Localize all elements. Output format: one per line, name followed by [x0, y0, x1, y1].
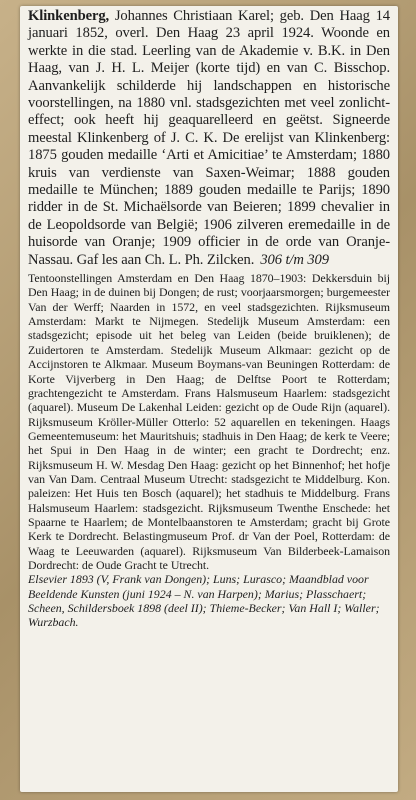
- exhibitions-paragraph: Tentoonstellingen Amsterdam en Den Haag 1870–1903: Dekkersduin bij Den Haag; in de duinen bij Dongen; de rust; voorjaarsmorgen; burgemeester Van der Werff; Naarden in 1572, en veel stadsgezichten. Rijksmuseum Amsterdam: Markt te Nijmegen. Stedelijk Museum Amsterdam: een stadsgezicht; episode uit het beleg van Leiden (beide bruiklenen); de Zuidertoren te Amsterdam. Stedelijk Museum Alkmaar: gezicht op de Accijnstoren te Alkmaar. Museum Boymans-van Beuningen Rotterdam: de Korte Vijverberg in Den Haag; de Delftse Poort te Rotterdam; grachtengezicht te Amsterdam. Frans Halsmuseum Haarlem: stadsgezicht (aquarel). Museum De Lakenhal Leiden: gezicht op de Oude Rijn (aquarel). Rijksmuseum Kröller-Müller Otterlo: 52 aquarellen en tekeningen. Haags Gemeentemuseum: het Mauritshuis; stadhuis in Den Haag; de kerk te Veere; het Spui in Den Haag in de winter; een gracht te Dordrecht; enz. Rijksmuseum H. W. Mesdag Den Haag: gezicht op het Binnenhof; het hofje van Van Dam. Centraal Museum Utrecht: stadsgezicht te Middelburg. Kon. paleizen: Het Huis ten Bosch (aquarel); het stadhuis te Middelburg. Frans Halsmuseum Haarlem: stadsgezicht. Rijksmuseum Twenthe Enschede: het Spaarne te Haarlem; de Montelbaanstoren te Amsterdam; gracht bij Grote Kerk te Dordrecht. Belastingmuseum Prof. dr Van der Poel, Rotterdam: de Waag te Leeuwarden (aquarel). Rijksmuseum Van Bilderbeek-Lamaison Dordrecht: de Oude Gracht te Utrecht.: [28, 271, 390, 572]
- artist-name: Klinkenberg,: [28, 8, 110, 24]
- biography-paragraph: [28, 8, 390, 269]
- entry-text: [28, 8, 390, 630]
- literature-paragraph: Elsevier 1893 (V, Frank van Dongen); Luns; Lurasco; Maandblad voor Beeldende Kunsten (juni 1924 – N. van Harpen); Marius; Plasschaert; Scheen, Schildersboek 1898 (deel II); Thieme-Becker; Van Hall I; Waller; Wurzbach.: [28, 572, 380, 630]
- page-reference: 306 t/m 309: [260, 251, 329, 268]
- biography-text: Johannes Christiaan Karel; geb. Den Haag 14 januari 1852, overl. Den Haag 23 april 1924. Woonde en werkte in die stad. Leerling van de Akademie v. B.K. in Den Haag, van J. H. L. Meijer (korte tijd) en van C. Bisschop. Aanvankelijk schilderde hij landschappen en historische voorstellingen, na 1880 vnl. stadsgezichten met veel zonlicht-effect; ook heeft hij geaquarelleerd en geëtst. Signeerde meestal Klinkenberg of J. C. K. De erelijst van Klinkenberg: 1875 gouden medaille ‘Arti et Amicitiae’ te Amsterdam; 1880 kruis van verdienste van Saxen-Weimar; 1888 gouden medaille te München; 1889 gouden medaille te Parijs; 1890 ridder in de St. Michaëlsorde van Beieren; 1899 chevalier in de Leopoldsorde van België; 1906 zilveren eremedaille in de huisorde van Oranje; 1909 officier in de orde van Oranje-Nassau. Gaf les aan Ch. L. Ph. Zilcken.: [28, 8, 390, 268]
